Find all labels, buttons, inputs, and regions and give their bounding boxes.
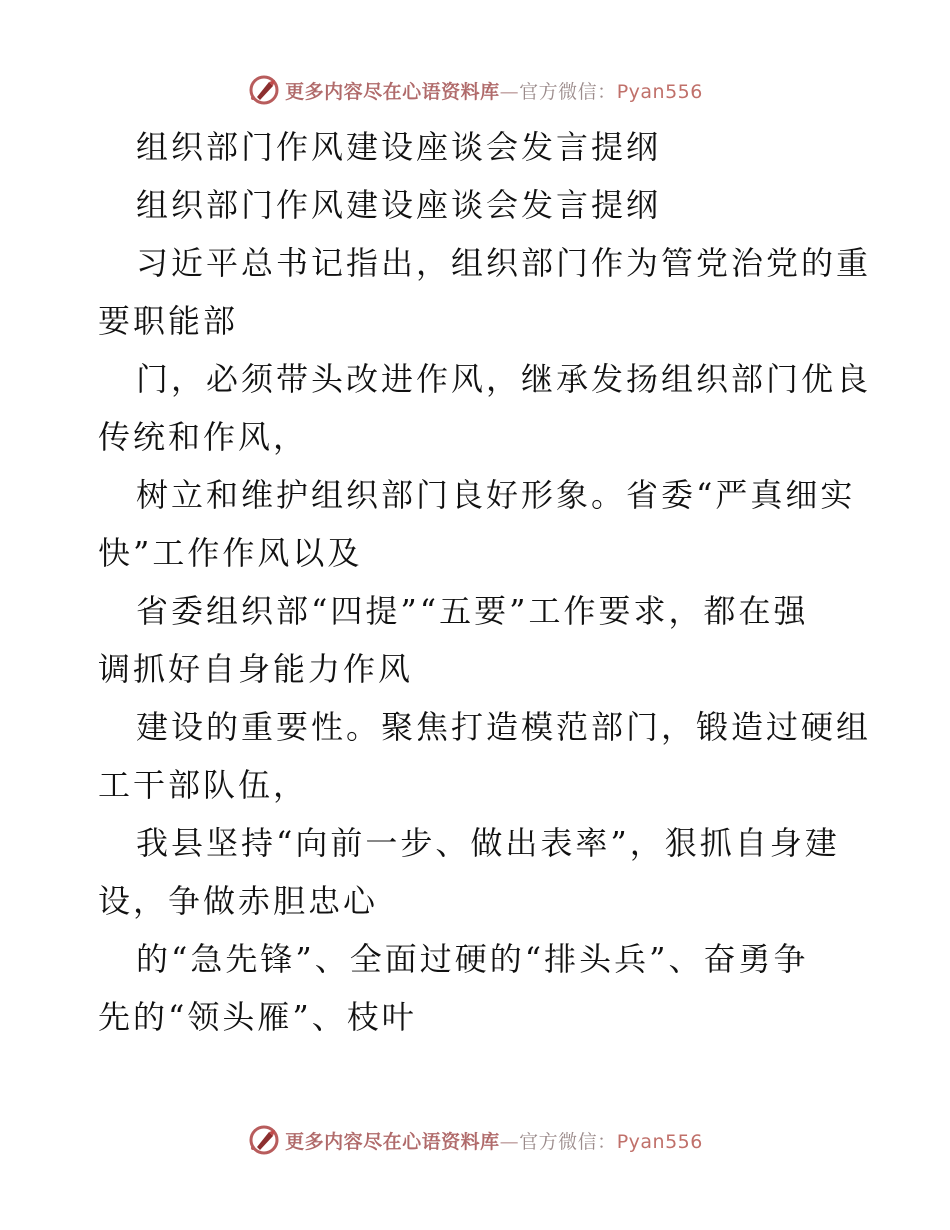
pen-nib-circle-icon — [247, 1123, 281, 1157]
doc-line: 调抓好自身能力作风 — [98, 650, 414, 688]
watermark-dash: — — [499, 80, 520, 103]
doc-line: 工干部队伍， — [98, 766, 309, 804]
watermark-dash: — — [499, 1130, 520, 1153]
watermark-label: 官方微信： — [519, 1130, 617, 1153]
doc-line: 习近平总书记指出，组织部门作为管党治党的重 — [136, 244, 872, 282]
doc-line: 门，必须带头改进作风，继承发扬组织部门优良 — [136, 360, 872, 398]
document-body — [98, 118, 872, 1046]
watermark-text — [285, 1127, 703, 1154]
doc-line: 要职能部 — [98, 302, 239, 340]
doc-line: 省委组织部“四提”“五要”工作要求，都在强 — [136, 592, 809, 630]
doc-line: 我县坚持“向前一步、做出表率”，狠抓自身建 — [136, 824, 840, 862]
watermark-text — [285, 77, 703, 104]
doc-line: 建设的重要性。聚焦打造模范部门，锻造过硬组 — [136, 708, 872, 746]
doc-line: 组织部门作风建设座谈会发言提纲 — [136, 128, 662, 166]
pen-nib-circle-icon — [247, 73, 281, 107]
doc-line: 组织部门作风建设座谈会发言提纲 — [136, 186, 662, 224]
watermark-label: 官方微信： — [519, 80, 617, 103]
footer-watermark — [0, 1120, 950, 1160]
watermark-account: Pyan556 — [616, 1130, 703, 1153]
header-watermark — [0, 70, 950, 110]
doc-line: 快”工作作风以及 — [98, 534, 363, 572]
watermark-account: Pyan556 — [616, 80, 703, 103]
doc-line: 的“急先锋”、全面过硬的“排头兵”、奋勇争 — [136, 940, 809, 978]
doc-line: 树立和维护组织部门良好形象。省委“严真细实 — [136, 476, 856, 514]
doc-line: 设，争做赤胆忠心 — [98, 882, 379, 920]
doc-line: 传统和作风， — [98, 418, 309, 456]
watermark-brand: 更多内容尽在心语资料库 — [285, 80, 500, 103]
watermark-brand: 更多内容尽在心语资料库 — [285, 1130, 500, 1153]
doc-line: 先的“领头雁”、枝叶 — [98, 998, 417, 1036]
